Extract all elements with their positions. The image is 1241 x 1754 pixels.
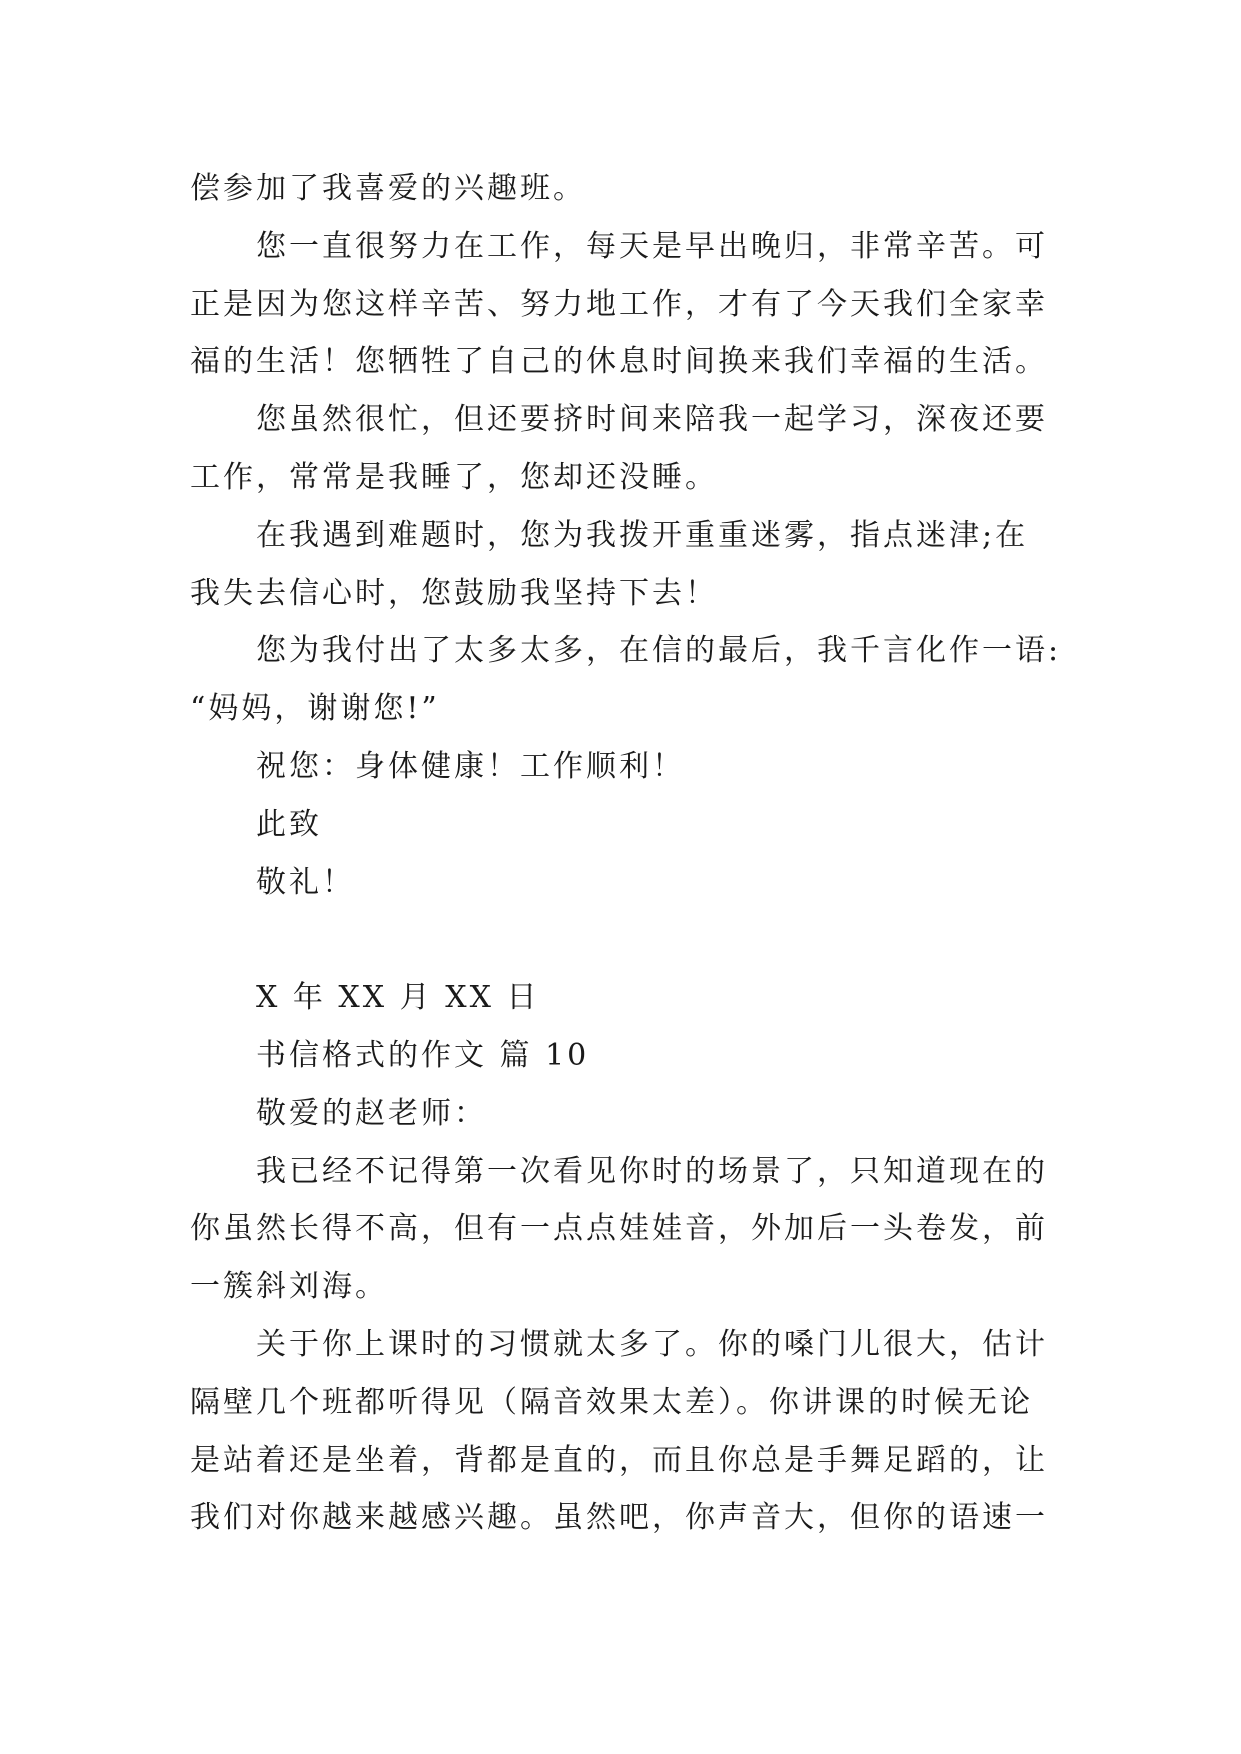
blank-line bbox=[190, 911, 1070, 969]
text-line: 是站着还是坐着，背都是直的，而且你总是手舞足蹈的，让 bbox=[190, 1442, 1048, 1478]
text-line: 福的生活！您牺牲了自己的休息时间换来我们幸福的生活。 bbox=[190, 344, 1048, 380]
closing-line: 此致 bbox=[256, 806, 322, 842]
quote-line: “妈妈，谢谢您!” bbox=[190, 691, 440, 727]
text-line: 我已经不记得第一次看见你时的场景了，只知道现在的 bbox=[256, 1153, 1048, 1189]
wishes-line: 祝您：身体健康！工作顺利！ bbox=[256, 748, 685, 784]
text-line: 偿参加了我喜爱的兴趣班。 bbox=[190, 171, 586, 206]
text-line: 你虽然长得不高，但有一点点娃娃音，外加后一头卷发，前 bbox=[190, 1211, 1048, 1247]
section-heading: 书信格式的作文 篇 10 bbox=[256, 1037, 590, 1073]
salutation-line: 敬爱的赵老师： bbox=[256, 1095, 487, 1131]
text-line: 正是因为您这样辛苦、努力地工作，才有了今天我们全家幸 bbox=[190, 286, 1048, 322]
document-body bbox=[190, 160, 1070, 1547]
date-line: X 年 XX 月 XX 日 bbox=[256, 980, 540, 1016]
text-line: 我失去信心时，您鼓励我坚持下去！ bbox=[190, 575, 718, 611]
text-line: 我们对你越来越感兴趣。虽然吧，你声音大，但你的语速一 bbox=[190, 1500, 1048, 1536]
text-line: 关于你上课时的习惯就太多了。你的嗓门儿很大，估计 bbox=[256, 1326, 1048, 1362]
text-line: 您为我付出了太多太多，在信的最后，我千言化作一语: bbox=[256, 633, 1062, 669]
text-line: 隔壁几个班都听得见（隔音效果太差）。你讲课的时候无论 bbox=[190, 1384, 1033, 1420]
text-line: 工作，常常是我睡了，您却还没睡。 bbox=[190, 459, 718, 495]
text-line: 一簇斜刘海。 bbox=[190, 1269, 388, 1305]
text-line: 您一直很努力在工作，每天是早出晚归，非常辛苦。可 bbox=[256, 228, 1048, 264]
text-line: 您虽然很忙，但还要挤时间来陪我一起学习，深夜还要 bbox=[256, 402, 1048, 438]
text-line: 在我遇到难题时，您为我拨开重重迷雾，指点迷津;在 bbox=[256, 517, 1029, 553]
salute-line: 敬礼！ bbox=[256, 864, 355, 900]
